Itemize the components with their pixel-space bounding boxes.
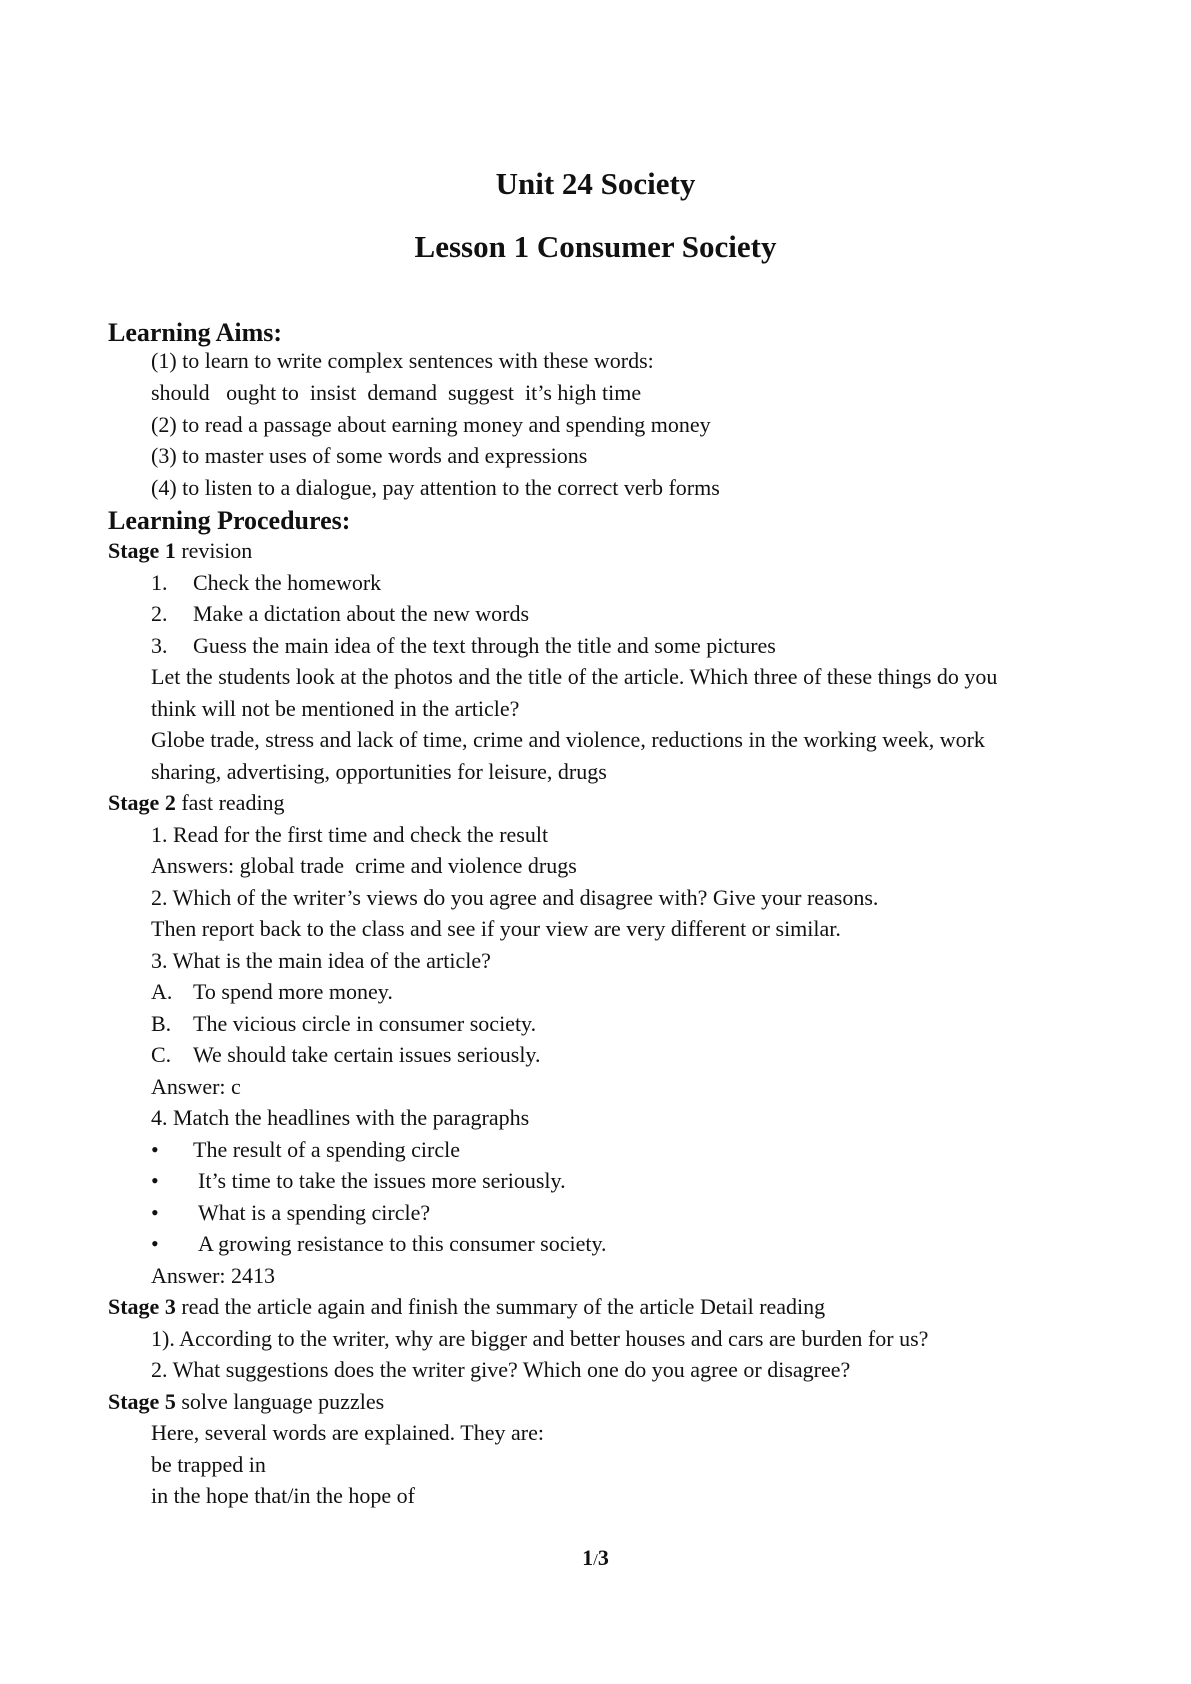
paragraph-line: 1). According to the writer, why are bigger and better houses and cars are burden for us? xyxy=(151,1326,929,1351)
option-letter: C. xyxy=(151,1042,172,1067)
page-number xyxy=(0,1545,1191,1571)
option-letter: A. xyxy=(151,979,173,1004)
learning-aims-heading: Learning Aims: xyxy=(108,318,283,347)
item-text: Check the homework xyxy=(193,570,382,595)
item-text: Make a dictation about the new words xyxy=(193,601,530,626)
option-item xyxy=(151,1010,536,1038)
current-page: 1 xyxy=(582,1545,594,1570)
stage-title: fast reading xyxy=(175,790,285,815)
lesson-title: Lesson 1 Consumer Society xyxy=(414,229,777,264)
paragraph-line: Let the students look at the photos and the title of the article. Which three of these things do you xyxy=(151,664,998,689)
numbered-item xyxy=(151,569,381,597)
aim-line: (2) to read a passage about earning money and spending money xyxy=(151,412,711,437)
paragraph-line: think will not be mentioned in the article? xyxy=(151,696,520,721)
bullet-icon: • xyxy=(151,1200,159,1225)
option-text: We should take certain issues seriously. xyxy=(193,1042,541,1067)
aim-line: (4) to listen to a dialogue, pay attention to the correct verb forms xyxy=(151,475,720,500)
stage-label: Stage 5 xyxy=(108,1389,176,1414)
aim-line: (3) to master uses of some words and expressions xyxy=(151,443,588,468)
stage-5-heading xyxy=(108,1388,384,1416)
answer-line: Answer: c xyxy=(151,1074,241,1099)
aim-line: (1) to learn to write complex sentences with these words: xyxy=(151,348,654,373)
bullet-icon: • xyxy=(151,1168,159,1193)
bullet-item xyxy=(151,1199,430,1227)
paragraph-line: Answers: global trade crime and violence drugs xyxy=(151,853,577,878)
paragraph-line: Globe trade, stress and lack of time, crime and violence, reductions in the working week, work xyxy=(151,727,985,752)
stage-label: Stage 1 xyxy=(108,538,176,563)
stage-2-heading xyxy=(108,789,285,817)
paragraph-line: 4. Match the headlines with the paragraphs xyxy=(151,1105,530,1130)
paragraph-line: Here, several words are explained. They are: xyxy=(151,1420,544,1445)
stage-label: Stage 2 xyxy=(108,790,176,815)
stage-3-heading xyxy=(108,1293,825,1321)
bullet-text: What is a spending circle? xyxy=(198,1200,431,1225)
bullet-text: The result of a spending circle xyxy=(193,1137,460,1162)
item-number: 2. xyxy=(151,601,168,626)
total-pages: 3 xyxy=(597,1545,609,1570)
option-letter: B. xyxy=(151,1011,172,1036)
unit-title: Unit 24 Society xyxy=(495,166,696,201)
paragraph-line: sharing, advertising, opportunities for leisure, drugs xyxy=(151,759,607,784)
option-item xyxy=(151,978,393,1006)
bullet-item xyxy=(151,1167,566,1195)
numbered-item xyxy=(151,600,529,628)
item-number: 1. xyxy=(151,570,168,595)
stage-1-heading xyxy=(108,537,252,565)
item-text: Guess the main idea of the text through the title and some pictures xyxy=(193,633,776,658)
bullet-item xyxy=(151,1136,460,1164)
item-number: 3. xyxy=(151,633,168,658)
learning-procedures-heading: Learning Procedures: xyxy=(108,506,351,535)
option-text: The vicious circle in consumer society. xyxy=(193,1011,537,1036)
page-separator: / xyxy=(593,1550,598,1569)
paragraph-line: be trapped in xyxy=(151,1452,266,1477)
numbered-item xyxy=(151,632,776,660)
answer-line: Answer: 2413 xyxy=(151,1263,276,1288)
paragraph-line: 2. What suggestions does the writer give? Which one do you agree or disagree? xyxy=(151,1357,851,1382)
bullet-icon: • xyxy=(151,1137,159,1162)
stage-title: solve language puzzles xyxy=(175,1389,385,1414)
paragraph-line: in the hope that/in the hope of xyxy=(151,1483,415,1508)
paragraph-line: Then report back to the class and see if your view are very different or similar. xyxy=(151,916,841,941)
bullet-icon: • xyxy=(151,1231,159,1256)
option-text: To spend more money. xyxy=(193,979,393,1004)
bullet-text: It’s time to take the issues more seriously. xyxy=(198,1168,566,1193)
stage-title: revision xyxy=(175,538,253,563)
bullet-item xyxy=(151,1230,607,1258)
paragraph-line: 1. Read for the first time and check the result xyxy=(151,822,549,847)
aim-line: should ought to insist demand suggest it’s high time xyxy=(151,380,642,405)
stage-title: read the article again and finish the summary of the article Detail reading xyxy=(175,1294,826,1319)
bullet-text: A growing resistance to this consumer society. xyxy=(198,1231,607,1256)
option-item xyxy=(151,1041,541,1069)
paragraph-line: 3. What is the main idea of the article? xyxy=(151,948,491,973)
stage-label: Stage 3 xyxy=(108,1294,176,1319)
paragraph-line: 2. Which of the writer’s views do you agree and disagree with? Give your reasons. xyxy=(151,885,879,910)
